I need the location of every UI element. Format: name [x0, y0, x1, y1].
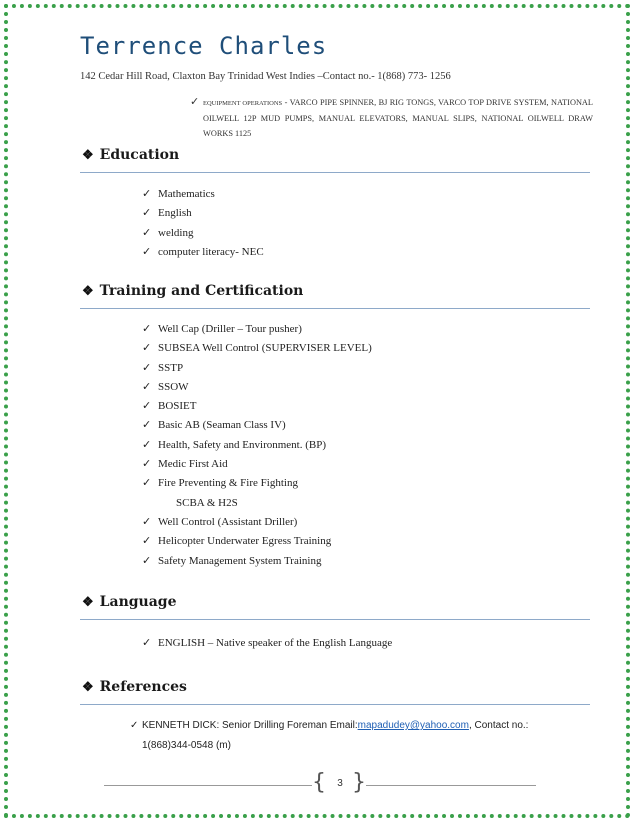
list-item	[142, 494, 372, 513]
language-list	[142, 634, 392, 653]
reference-email-link[interactable]: mapadudey@yahoo.com	[357, 720, 469, 731]
list-item-label: Well Cap (Driller – Tour pusher)	[158, 323, 302, 335]
equipment-operations	[190, 95, 593, 141]
list-item-label: Basic AB (Seaman Class IV)	[158, 419, 286, 432]
check-icon: ✓	[190, 96, 200, 108]
check-icon: ✓	[142, 323, 152, 335]
section-rule	[80, 308, 590, 309]
address-line: 142 Cedar Hill Road, Claxton Bay Trinidad West Indies –Contact no.- 1(868) 773- 1256	[80, 71, 451, 82]
check-icon: ✓	[142, 458, 152, 471]
list-item-label: Medic First Aid	[158, 458, 228, 471]
references-heading-label: References	[99, 679, 187, 695]
reference-entry	[130, 716, 582, 756]
check-icon: ✓	[142, 188, 152, 200]
list-item	[142, 224, 264, 243]
list-item	[142, 455, 372, 474]
list-item	[142, 416, 372, 435]
footer-rule-left	[104, 785, 312, 786]
training-heading-label: Training and Certification	[99, 283, 304, 299]
list-item-label: ENGLISH – Native speaker of the English Language	[158, 637, 393, 649]
education-list	[142, 185, 264, 262]
list-item	[142, 552, 372, 571]
reference-contact-label: , Contact no.:	[468, 720, 529, 731]
list-item	[142, 397, 372, 416]
list-item	[142, 320, 372, 339]
page-number: 3	[337, 778, 343, 789]
training-list	[142, 320, 372, 571]
section-rule	[80, 172, 590, 173]
list-item-label: computer literacy- NEC	[158, 245, 264, 258]
check-icon: ✓	[142, 477, 152, 490]
diamond-bullet-icon: ❖	[82, 680, 94, 695]
education-heading	[82, 147, 179, 163]
language-heading	[82, 594, 177, 610]
bracket-right-icon: }	[352, 770, 366, 795]
check-icon: ✓	[130, 720, 139, 731]
equipment-text: - VARCO PIPE SPINNER, BJ RIG TONGS, VARCO TOP DRIVE SYSTEM, NATIONAL OILWELL 12P MUD PUMPS, MANUAL ELEVATORS, MANUAL SLIPS, NATIONAL OILWELL DRAW WORKS 1125	[203, 98, 593, 138]
list-item	[142, 474, 372, 493]
training-heading	[82, 283, 303, 299]
list-item-label: English	[158, 207, 192, 220]
list-item	[142, 436, 372, 455]
list-item	[142, 513, 372, 532]
reference-person: KENNETH DICK: Senior Drilling Foreman Email:	[142, 720, 358, 731]
list-item-label: Helicopter Underwater Egress Training	[158, 535, 332, 548]
check-icon: ✓	[142, 226, 152, 239]
check-icon: ✓	[142, 342, 152, 355]
education-heading-label: Education	[99, 147, 180, 163]
list-item	[142, 185, 264, 204]
list-item-label: Health, Safety and Environment. (BP)	[158, 438, 327, 451]
check-icon: ✓	[142, 535, 152, 548]
list-item-label: welding	[158, 226, 194, 239]
check-icon: ✓	[142, 438, 152, 451]
bracket-left-icon: {	[312, 770, 326, 795]
check-icon: ✓	[142, 207, 152, 220]
list-item-label: Well Control (Assistant Driller)	[158, 515, 298, 528]
list-item-label: Fire Preventing & Fire Fighting	[158, 477, 298, 490]
section-rule	[80, 619, 590, 620]
list-item-label: SCBA & H2S	[176, 496, 238, 509]
reference-contact: 1(868)344-0548 (m)	[142, 740, 231, 751]
footer-rule-right	[366, 785, 536, 786]
diamond-bullet-icon: ❖	[82, 595, 94, 610]
list-item-label: SSOW	[158, 380, 189, 393]
check-icon: ✓	[142, 245, 152, 258]
resume-name: Terrence Charles	[80, 32, 328, 60]
list-item	[142, 532, 372, 551]
check-icon: ✓	[142, 637, 152, 649]
list-item	[142, 243, 264, 262]
check-icon: ✓	[142, 554, 152, 567]
check-icon: ✓	[142, 419, 152, 432]
list-item-label: Mathematics	[158, 188, 215, 200]
list-item	[142, 359, 372, 378]
section-rule	[80, 704, 590, 705]
check-icon: ✓	[142, 380, 152, 393]
list-item	[142, 378, 372, 397]
diamond-bullet-icon: ❖	[82, 284, 94, 299]
diamond-bullet-icon: ❖	[82, 148, 94, 163]
check-icon: ✓	[142, 400, 152, 413]
list-item-label: Safety Management System Training	[158, 554, 322, 567]
equipment-prefix: EQUIPMENT OPERATIONS	[203, 100, 283, 107]
list-item-label: SUBSEA Well Control (SUPERVISER LEVEL)	[158, 342, 372, 355]
list-item	[142, 339, 372, 358]
check-icon: ✓	[142, 361, 152, 374]
list-item-label: BOSIET	[158, 400, 197, 413]
language-heading-label: Language	[99, 594, 177, 610]
references-heading	[82, 679, 187, 695]
list-item-label: SSTP	[158, 361, 184, 374]
list-item	[142, 204, 264, 223]
list-item	[142, 634, 392, 653]
check-icon: ✓	[142, 515, 152, 528]
